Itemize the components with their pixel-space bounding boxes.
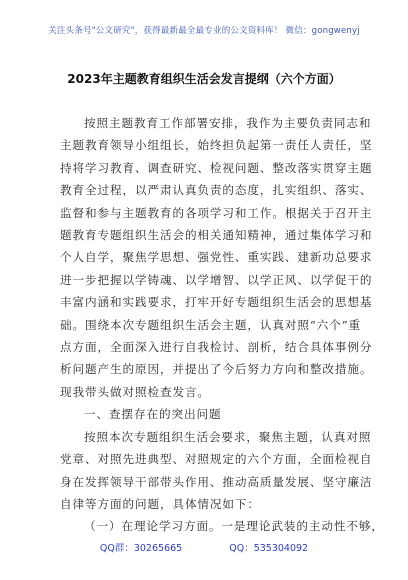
body-line: 丰富内涵和实践要求，打牢开好专题组织生活会的思想基 (60, 295, 373, 310)
body-line: 自律等方面的问题，具体情况如下： (60, 496, 260, 511)
footer-qq: QQ：535304092 (229, 543, 309, 554)
body-line: 按照本次专题组织生活会要求，聚焦主题，认真对照 (84, 429, 372, 444)
section-heading: 一、查摆存在的突出问题 (84, 407, 222, 422)
body-line: 主题教育领导小组组长，始终担负起第一责任人责任，坚 (60, 138, 373, 153)
body-line: 题教育专题组织生活会的相关通知精神，通过集体学习和 (60, 228, 373, 243)
body-line: 监督和参与主题教育的各项学习和工作。根据关于召开主 (60, 205, 373, 220)
document-body (60, 112, 384, 538)
body-line: 党章、对照先进典型、对照规定的六个方面，全面检视自 (60, 452, 373, 467)
body-line: 持将学习教育、调查研究、检视问题、整改落实贯穿主题 (60, 160, 373, 175)
body-line: 教育全过程，以严肃认真负责的态度，扎实组织、落实、 (60, 183, 373, 198)
body-line: 点方面，全面深入进行自我检讨、剖析，结合具体事例分 (60, 340, 373, 355)
body-line: 析问题产生的原因，并提出了今后努力方向和整改措施。 (60, 362, 373, 377)
header-promo-note: 关注头条号"公文研究"，获得最新最全最专业的公文资料库！ 微信：gongwenyj (48, 26, 360, 36)
document-title: 2023年主题教育组织生活会发言提纲（六个方面） (67, 72, 341, 86)
body-line: 现我带头做对照检查发言。 (60, 384, 210, 399)
body-line: 身在发挥领导干部带头作用、推动高质量发展、坚守廉洁 (60, 474, 373, 489)
footer-qq-group: QQ群：30265665 (99, 543, 183, 554)
body-line: 础。围绕本次专题组织生活会主题，认真对照“六个”重 (60, 317, 362, 332)
subsection-line: （一）在理论学习方面。一是理论武装的主动性不够， (84, 519, 384, 534)
body-line: 进一步把握以学铸魂、以学增智、以学正风、以学促干的 (60, 272, 373, 287)
body-line: 个人自学，聚焦学思想、强党性、重实践、建新功总要求 (60, 250, 373, 265)
body-line: 按照主题教育工作部署安排，我作为主要负责同志和 (84, 116, 372, 130)
footer-contact (0, 540, 408, 554)
